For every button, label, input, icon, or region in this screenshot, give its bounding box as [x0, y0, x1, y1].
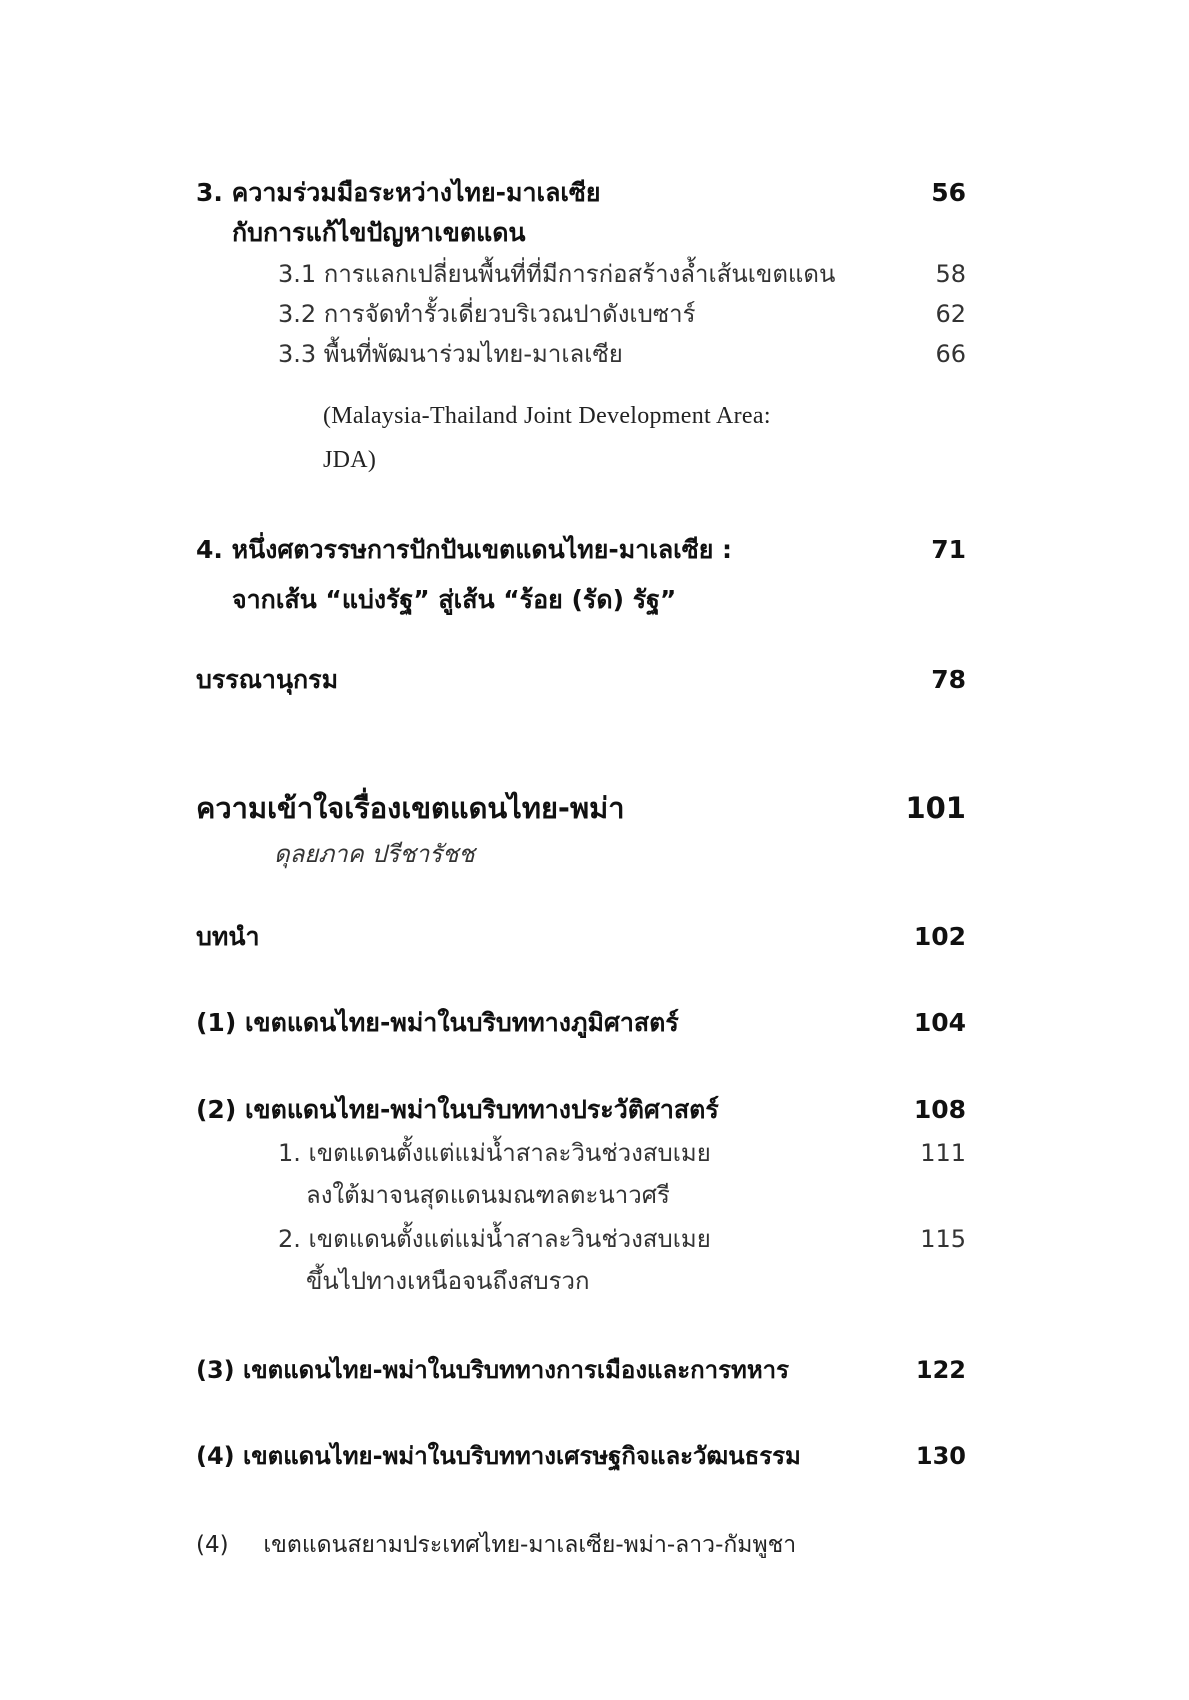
toc-subentry: [278, 294, 966, 333]
toc-subentry-title: 3.1 การแลกเปลี่ยนพื้นที่ที่มีการก่อสร้างล้ำเส้นเขตแดน: [278, 260, 836, 288]
toc-entry-title: 4. หนึ่งศตวรรษการปักปันเขตแดนไทย-มาเลเซีย :: [196, 535, 733, 564]
toc-entry-page: 130: [915, 1442, 966, 1470]
toc-entry-part-4: [196, 1436, 966, 1475]
toc-entry-part-1: [196, 1003, 966, 1043]
toc-entry-page: 71: [931, 535, 966, 564]
toc-subentry-page: 115: [920, 1225, 966, 1253]
toc-entry-part-2: [196, 1090, 966, 1130]
toc-subentry-title-continued: ขึ้นไปทางเหนือจนถึงสบรวก: [306, 1267, 590, 1295]
toc-subentry-page: 66: [935, 340, 966, 368]
toc-entry-page: 108: [913, 1095, 966, 1124]
toc-subentry-title: 3.2 การจัดทำรั้วเดี่ยวบริเวณปาดังเบซาร์: [278, 300, 696, 328]
toc-subentry-english-name-continued: JDA): [323, 447, 377, 473]
toc-entry-title: (1) เขตแดนไทย-พม่าในบริบททางภูมิศาสตร์: [196, 1008, 679, 1037]
toc-subentry: [278, 254, 966, 293]
page-footer: [196, 1527, 796, 1563]
toc-entry-title-continued: จากเส้น “แบ่งรัฐ” สู่เส้น “ร้อย (รัด) รัฐ”: [232, 585, 677, 614]
toc-article-author: ดุลยภาค ปรีชารัชช: [274, 840, 475, 868]
toc-entry-title: (4) เขตแดนไทย-พม่าในบริบททางเศรษฐกิจและวัฒนธรรม: [196, 1442, 801, 1470]
toc-entry-title-continued: กับการแก้ไขปัญหาเขตแดน: [232, 218, 526, 247]
toc-entry-page: 56: [931, 178, 966, 207]
toc-subentry: [278, 334, 966, 373]
toc-subentry-title: 3.3 พื้นที่พัฒนาร่วมไทย-มาเลเซีย: [278, 340, 623, 368]
toc-article-thai-burma: [196, 785, 966, 831]
toc-subentry-page: 111: [920, 1139, 966, 1167]
toc-entry-title: (2) เขตแดนไทย-พม่าในบริบททางประวัติศาสตร์: [196, 1095, 719, 1124]
toc-entry-section-4: [196, 530, 966, 570]
footer-book-title: เขตแดนสยามประเทศไทย-มาเลเซีย-พม่า-ลาว-กัมพูชา: [263, 1532, 797, 1558]
toc-article-page: 101: [905, 791, 966, 825]
toc-entry-title: (3) เขตแดนไทย-พม่าในบริบททางการเมืองและการทหาร: [196, 1356, 790, 1384]
toc-subentry-page: 58: [935, 260, 966, 288]
toc-entry-intro: [196, 917, 966, 957]
toc-entry-part-3: [196, 1350, 966, 1389]
toc-entry-title: บรรณานุกรม: [196, 665, 339, 694]
footer-page-number: (4): [196, 1532, 229, 1558]
toc-entry-page: 102: [913, 922, 966, 951]
toc-subentry-title: 1. เขตแดนตั้งแต่แม่น้ำสาละวินช่วงสบเมย: [278, 1139, 711, 1167]
toc-entry-section-3: [196, 173, 966, 213]
toc-article-title: ความเข้าใจเรื่องเขตแดนไทย-พม่า: [196, 791, 625, 825]
toc-subentry-page: 62: [935, 300, 966, 328]
toc-entry-page: 104: [913, 1008, 966, 1037]
toc-entry-bibliography: [196, 660, 966, 700]
toc-entry-page: 78: [931, 665, 966, 694]
toc-subentry-english-name: (Malaysia-Thailand Joint Development Area:: [323, 403, 771, 429]
toc-entry-title: บทนำ: [196, 922, 260, 951]
toc-subentry: [278, 1133, 966, 1172]
toc-subentry: [278, 1219, 966, 1258]
toc-subentry-title-continued: ลงใต้มาจนสุดแดนมณฑลตะนาวศรี: [306, 1181, 670, 1209]
toc-entry-page: 122: [915, 1356, 966, 1384]
toc-subentry-title: 2. เขตแดนตั้งแต่แม่น้ำสาละวินช่วงสบเมย: [278, 1225, 711, 1253]
toc-entry-title: 3. ความร่วมมือระหว่างไทย-มาเลเซีย: [196, 178, 601, 207]
